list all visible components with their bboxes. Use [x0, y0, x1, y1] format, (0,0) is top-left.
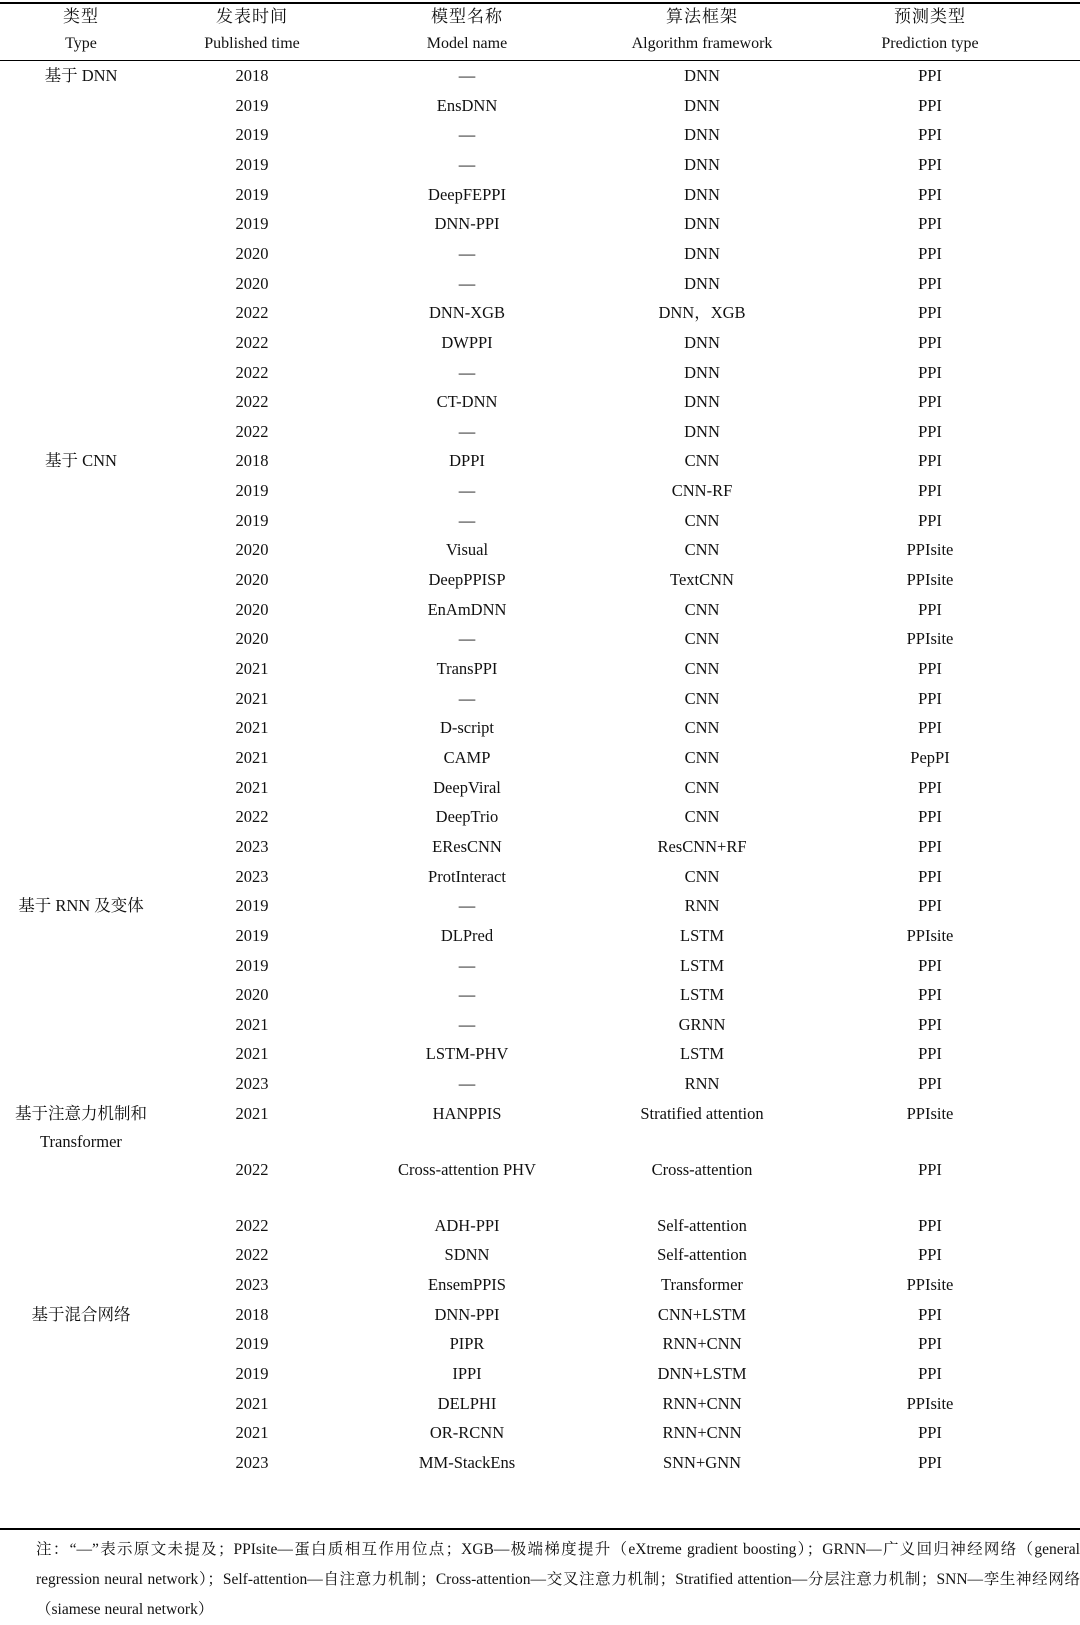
year-cell: 2021: [235, 747, 269, 767]
year-cell: 2020: [235, 243, 269, 263]
year-cell: 2018: [235, 1304, 269, 1324]
algo-cell: DNN+LSTM: [657, 1364, 747, 1383]
algo-cell: DNN: [684, 95, 720, 115]
header-pred-zh: 预测类型: [894, 7, 966, 26]
pred-cell: PPIsite: [906, 1393, 954, 1413]
algo-cell: CNN: [684, 747, 720, 767]
year-cell: 2019: [235, 481, 269, 501]
pred-cell: PPI: [918, 1215, 942, 1235]
model-cell: —: [458, 1074, 476, 1094]
year-cell: 2023: [235, 1275, 269, 1295]
year-cell: 2021: [235, 1044, 269, 1064]
pred-cell: PPI: [918, 1159, 942, 1179]
pred-cell: PPIsite: [906, 629, 954, 649]
table-row: [0, 417, 1080, 447]
pred-cell: PPI: [918, 214, 942, 234]
model-cell: IPPI: [452, 1364, 482, 1383]
algo-cell: DNN: [684, 66, 720, 85]
model-cell: —: [458, 510, 476, 530]
year-cell: 2019: [235, 1334, 269, 1354]
year-cell: 2021: [235, 1393, 269, 1413]
category-label: 基于 DNN: [44, 66, 118, 85]
table-row: [0, 209, 1080, 239]
table-row: [0, 1329, 1080, 1359]
algo-cell: CNN: [684, 718, 720, 738]
pred-cell: PPI: [918, 362, 942, 382]
year-cell: 2021: [235, 1103, 269, 1123]
model-cell: —: [458, 421, 476, 441]
header-model: [342, 4, 592, 60]
year-cell: 2021: [235, 659, 269, 678]
year-cell: 2018: [235, 66, 269, 85]
year-cell: 2022: [235, 303, 269, 323]
table-row: [0, 832, 1080, 862]
model-cell: EResCNN: [432, 836, 502, 856]
header-model-zh: 模型名称: [431, 7, 503, 26]
algo-cell: DNN，XGB: [658, 303, 746, 323]
table-row: [0, 891, 1080, 921]
category-label: 基于注意力机制和 Transformer: [15, 1103, 147, 1151]
year-cell: 2018: [235, 451, 269, 471]
header-year-en: Published time: [204, 35, 300, 52]
table-row: [0, 1010, 1080, 1040]
model-cell: CAMP: [443, 747, 491, 767]
pred-cell: PPIsite: [906, 925, 954, 945]
algo-cell: CNN: [684, 510, 720, 530]
table-row: [0, 1418, 1080, 1448]
year-cell: 2023: [235, 866, 269, 886]
algo-cell: DNN: [684, 421, 720, 441]
table-row: [0, 387, 1080, 417]
model-cell: EnAmDNN: [427, 599, 507, 619]
year-cell: 2020: [235, 540, 269, 560]
year-cell: 2023: [235, 836, 269, 856]
year-cell: 2022: [235, 1159, 269, 1179]
year-cell: 2019: [235, 214, 269, 234]
year-cell: 2019: [235, 125, 269, 145]
pred-cell: PPI: [918, 125, 942, 145]
algo-cell: LSTM: [679, 985, 724, 1005]
algo-cell: Transformer: [661, 1275, 743, 1295]
pred-cell: PPI: [918, 985, 942, 1005]
pred-cell: PPI: [918, 777, 942, 797]
model-cell: DNN-PPI: [434, 1304, 500, 1324]
model-cell: —: [458, 154, 476, 174]
algo-cell: LSTM: [679, 1044, 724, 1064]
table-row: [0, 358, 1080, 388]
model-cell: —: [458, 688, 476, 708]
pred-cell: PPIsite: [906, 570, 954, 590]
table-row: [0, 951, 1080, 981]
algo-cell: DNN: [684, 243, 720, 263]
year-cell: 2019: [235, 925, 269, 945]
model-cell: —: [458, 1014, 476, 1034]
pred-cell: PPI: [918, 510, 942, 530]
algo-cell: CNN: [684, 777, 720, 797]
algo-cell: DNN: [684, 154, 720, 174]
table-row: [0, 1155, 1080, 1185]
algo-cell: CNN: [684, 866, 720, 886]
category-label: 基于 CNN: [45, 451, 117, 471]
year-cell: 2019: [235, 510, 269, 530]
pred-cell: PPIsite: [906, 1275, 954, 1295]
year-cell: 2021: [235, 718, 269, 738]
table-row: [0, 506, 1080, 536]
algo-cell: DNN: [684, 184, 720, 204]
year-cell: 2021: [235, 688, 269, 708]
model-cell: —: [458, 629, 476, 649]
model-cell: DeepTrio: [435, 807, 499, 827]
model-cell: Cross-attention PHV: [398, 1159, 536, 1179]
model-cell: DELPHI: [437, 1393, 497, 1413]
model-cell: —: [458, 66, 476, 85]
table-row: [0, 298, 1080, 328]
pred-cell: PPI: [918, 688, 942, 708]
pred-cell: PPI: [918, 332, 942, 352]
year-cell: 2022: [235, 807, 269, 827]
model-cell: MM-StackEns: [418, 1452, 516, 1472]
category-label: 基于混合网络: [31, 1304, 131, 1324]
year-cell: 2021: [235, 1423, 269, 1443]
table-row: [0, 150, 1080, 180]
table-row: [0, 1359, 1080, 1389]
algo-cell: CNN-RF: [671, 481, 733, 501]
table-row: [0, 269, 1080, 299]
pred-cell: PPI: [918, 659, 942, 678]
year-cell: 2019: [235, 95, 269, 115]
year-cell: 2021: [235, 777, 269, 797]
table-row: [0, 1270, 1080, 1300]
year-cell: 2019: [235, 184, 269, 204]
pred-cell: PPI: [918, 1044, 942, 1064]
algo-cell: Stratified attention: [640, 1103, 764, 1123]
model-cell: HANPPIS: [432, 1103, 502, 1123]
table-row: [0, 595, 1080, 625]
algo-cell: Cross-attention: [651, 1159, 753, 1179]
table-row: [0, 446, 1080, 476]
algo-cell: RNN+CNN: [662, 1423, 742, 1443]
table-row: [0, 1389, 1080, 1419]
model-cell: PIPR: [449, 1334, 485, 1354]
algo-cell: RNN: [684, 1074, 720, 1094]
table-row: [0, 120, 1080, 150]
table-row: [0, 1211, 1080, 1241]
year-cell: 2022: [235, 421, 269, 441]
table-row: [0, 802, 1080, 832]
table-row: [0, 921, 1080, 951]
table-row: [0, 980, 1080, 1010]
algo-cell: RNN+CNN: [662, 1393, 742, 1413]
algo-cell: CNN+LSTM: [657, 1304, 747, 1324]
year-cell: 2020: [235, 273, 269, 293]
table-row: [0, 1039, 1080, 1069]
model-cell: SDNN: [444, 1245, 490, 1265]
table-row: [0, 535, 1080, 565]
model-cell: EnsemPPIS: [428, 1275, 506, 1295]
header-pred-en: Prediction type: [881, 35, 979, 52]
algo-cell: TextCNN: [670, 570, 734, 590]
pred-cell: PPI: [918, 866, 942, 886]
model-cell: —: [458, 985, 476, 1005]
algo-cell: LSTM: [679, 955, 724, 975]
algo-cell: DNN: [684, 362, 720, 382]
model-cell: —: [458, 243, 476, 263]
pred-cell: PPI: [918, 184, 942, 204]
model-cell: —: [458, 481, 476, 501]
year-cell: 2023: [235, 1074, 269, 1094]
model-cell: —: [458, 125, 476, 145]
pred-cell: PPI: [918, 95, 942, 115]
table-row: [0, 91, 1080, 121]
header-algo-zh: 算法框架: [666, 7, 738, 26]
model-cell: DWPPI: [441, 332, 493, 352]
year-cell: 2019: [235, 154, 269, 174]
algo-cell: CNN: [684, 688, 720, 708]
pred-cell: PPI: [918, 1452, 942, 1472]
pred-cell: PPI: [918, 1304, 942, 1324]
pred-cell: PPI: [918, 243, 942, 263]
model-cell: CT-DNN: [436, 392, 498, 412]
year-cell: 2019: [235, 955, 269, 975]
year-cell: 2023: [235, 1452, 269, 1472]
pred-cell: PPI: [918, 451, 942, 471]
model-cell: —: [458, 273, 476, 293]
header-algo-en: Algorithm framework: [631, 35, 773, 52]
algo-cell: CNN: [684, 451, 720, 471]
header-type-zh: 类型: [63, 7, 99, 26]
algo-cell: DNN: [684, 273, 720, 293]
year-cell: 2022: [235, 362, 269, 382]
algo-cell: DNN: [684, 332, 720, 352]
model-cell: DLPred: [440, 925, 494, 945]
algo-cell: CNN: [684, 807, 720, 827]
pred-cell: PPIsite: [906, 1103, 954, 1123]
model-cell: D-script: [439, 718, 495, 738]
algo-cell: DNN: [684, 392, 720, 412]
model-cell: ProtInteract: [428, 866, 506, 886]
table-note: [0, 1535, 1080, 1625]
year-cell: 2022: [235, 392, 269, 412]
pred-cell: PPI: [918, 392, 942, 412]
pred-cell: PPI: [918, 718, 942, 738]
pred-cell: PPI: [918, 1014, 942, 1034]
pred-cell: PPI: [918, 1245, 942, 1265]
model-cell: —: [458, 955, 476, 975]
header-model-en: Model name: [426, 35, 508, 52]
pred-cell: PPI: [918, 807, 942, 827]
model-cell: TransPPI: [436, 659, 498, 678]
model-cell: DeepFEPPI: [428, 184, 506, 204]
model-cell: —: [458, 362, 476, 382]
table-row: [0, 1448, 1080, 1478]
pred-cell: PPI: [918, 273, 942, 293]
pred-cell: PPI: [918, 481, 942, 501]
table-row: [0, 624, 1080, 654]
note-text: 注：“—”表示原文未提及；PPIsite—蛋白质相互作用位点；XGB—极端梯度提升（eXtreme gradient boosting）；GRNN—广义回归神经网络（general regression neural network）；Self-attention—自注意力机制；Cross-attention—交叉注意力机制；Stratified attention—分层注意力机制；SNN—孪生神经网络（siamese neural network）: [36, 1541, 1080, 1618]
pred-cell: PepPI: [910, 747, 950, 767]
algo-cell: CNN: [684, 629, 720, 649]
pred-cell: PPI: [918, 154, 942, 174]
pred-cell: PPI: [918, 303, 942, 323]
year-cell: 2021: [235, 1014, 269, 1034]
algo-cell: RNN+CNN: [662, 1334, 742, 1354]
table-row: [0, 180, 1080, 210]
table-row: [0, 1240, 1080, 1270]
year-cell: 2019: [235, 896, 269, 916]
algo-cell: CNN: [684, 540, 720, 560]
header-year: [162, 4, 342, 60]
table-row: [0, 1099, 1080, 1129]
model-cell: LSTM-PHV: [425, 1044, 509, 1064]
algo-cell: GRNN: [678, 1014, 726, 1034]
year-cell: 2022: [235, 1215, 269, 1235]
model-cell: Visual: [445, 540, 489, 560]
pred-cell: PPI: [918, 1364, 942, 1383]
header-year-zh: 发表时间: [216, 7, 288, 26]
table-row: [0, 773, 1080, 803]
model-cell: DeepPPISP: [428, 570, 506, 590]
year-cell: 2022: [235, 1245, 269, 1265]
pred-cell: PPI: [918, 955, 942, 975]
header-type-en: Type: [65, 35, 97, 52]
table-row: [0, 684, 1080, 714]
header-pred: [812, 4, 1048, 60]
algo-cell: ResCNN+RF: [657, 836, 747, 856]
category-label: 基于 RNN 及变体: [18, 896, 144, 916]
pred-cell: PPI: [918, 421, 942, 441]
year-cell: 2020: [235, 599, 269, 619]
table-row: [0, 1069, 1080, 1099]
table-row: [0, 743, 1080, 773]
table-row: [0, 862, 1080, 892]
algo-cell: DNN: [684, 214, 720, 234]
pred-cell: PPI: [918, 1074, 942, 1094]
bottom-rule: [0, 1528, 1080, 1530]
algo-cell: CNN: [684, 659, 720, 678]
pred-cell: PPIsite: [906, 540, 954, 560]
model-cell: EnsDNN: [436, 95, 498, 115]
table-row: [0, 1300, 1080, 1330]
pred-cell: PPI: [918, 599, 942, 619]
table-row: [0, 565, 1080, 595]
pred-cell: PPI: [918, 836, 942, 856]
algo-cell: SNN+GNN: [662, 1452, 742, 1472]
model-cell: OR-RCNN: [429, 1423, 505, 1443]
model-cell: —: [458, 896, 476, 916]
model-cell: ADH-PPI: [434, 1215, 500, 1235]
model-cell: DNN-PPI: [434, 214, 500, 234]
algo-cell: DNN: [684, 125, 720, 145]
algo-cell: CNN: [684, 599, 720, 619]
year-cell: 2019: [235, 1364, 269, 1383]
pred-cell: PPI: [918, 1334, 942, 1354]
algo-cell: Self-attention: [657, 1215, 747, 1235]
year-cell: 2020: [235, 629, 269, 649]
pred-cell: PPI: [918, 66, 942, 85]
table-row: [0, 654, 1080, 684]
table-row: [0, 239, 1080, 269]
table-row: [0, 476, 1080, 506]
header-algo: [592, 4, 812, 60]
model-cell: DNN-XGB: [428, 303, 506, 323]
algo-cell: LSTM: [679, 925, 724, 945]
year-cell: 2022: [235, 332, 269, 352]
model-cell: DPPI: [449, 451, 485, 471]
algo-cell: RNN: [684, 896, 720, 916]
pred-cell: PPI: [918, 896, 942, 916]
table-row: [0, 713, 1080, 743]
header-type: [0, 4, 162, 60]
algo-cell: Self-attention: [657, 1245, 747, 1265]
pred-cell: PPI: [918, 1423, 942, 1443]
year-cell: 2020: [235, 570, 269, 590]
model-cell: DeepViral: [433, 777, 501, 797]
year-cell: 2020: [235, 985, 269, 1005]
table-row: [0, 61, 1080, 91]
table-row: [0, 328, 1080, 358]
